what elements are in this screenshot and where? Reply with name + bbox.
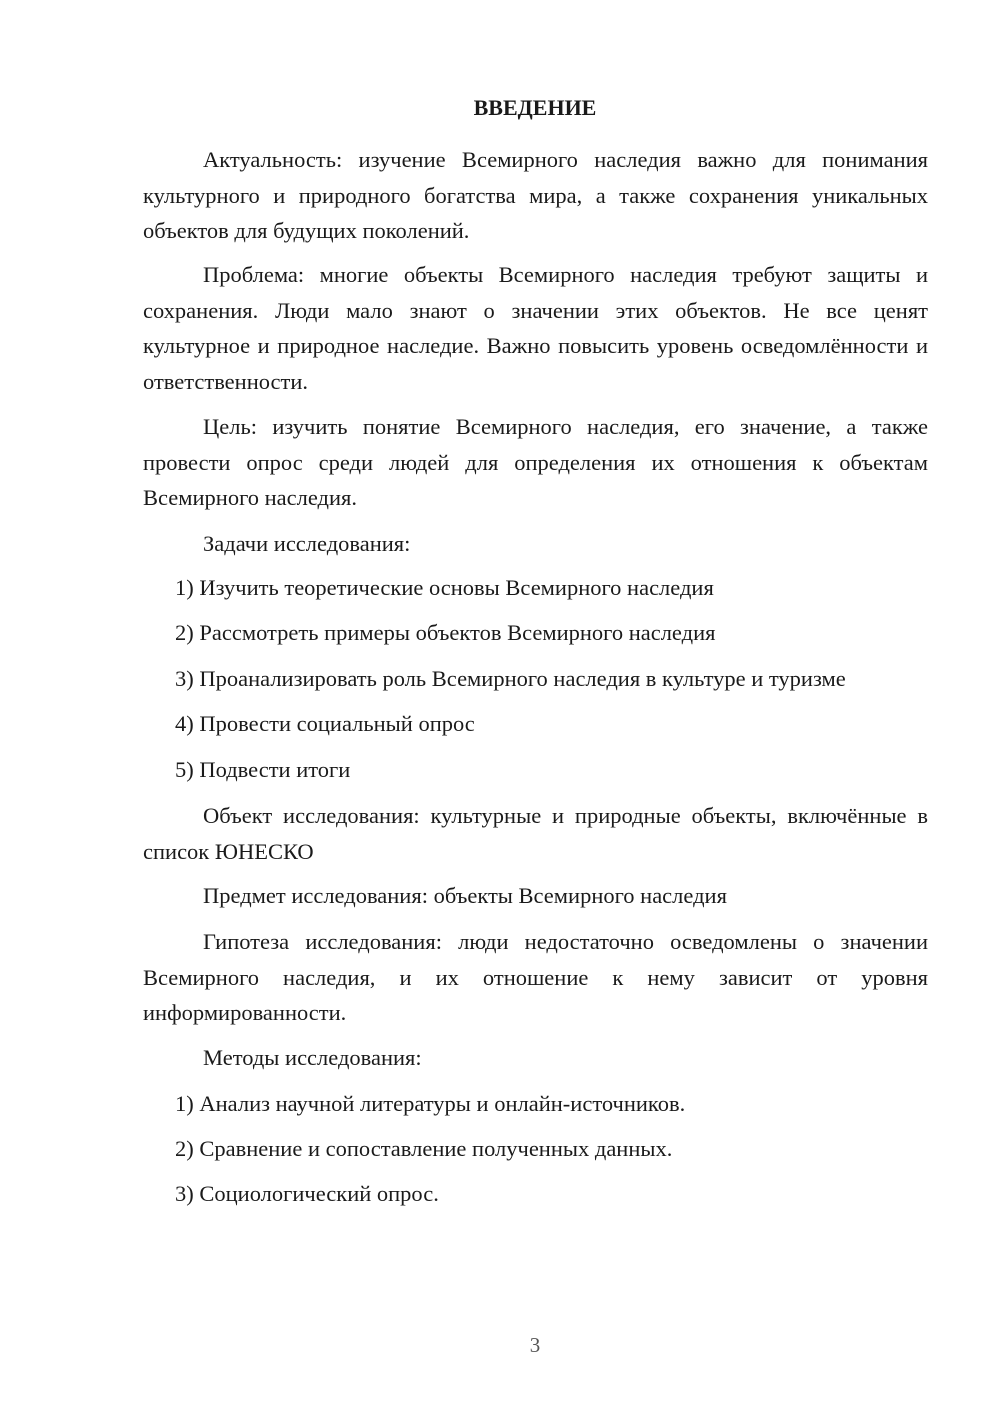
page-title: ВВЕДЕНИЕ (473, 95, 597, 120)
tasks-heading: Задачи исследования: (203, 531, 411, 556)
methods-heading: Методы исследования: (203, 1045, 422, 1070)
object-paragraph: Объект исследования: культурные и природные объекты, включённые в список ЮНЕСКО (143, 803, 928, 864)
task-item-4: 4) Провести социальный опрос (175, 711, 475, 736)
problem-paragraph: Проблема: многие объекты Всемирного наследия требуют защиты и сохранения. Люди мало знают о значении этих объектов. Не все ценят культурное и природное наследие. Важно повысить уровень осведомлённости и ответственности. (143, 262, 928, 394)
subject-paragraph: Предмет исследования: объекты Всемирного наследия (203, 883, 727, 908)
method-item-2: 2) Сравнение и сопоставление полученных данных. (175, 1136, 673, 1161)
page-number: 3 (529, 1333, 541, 1357)
task-item-3: 3) Проанализировать роль Всемирного наследия в культуре и туризме (175, 666, 846, 691)
relevance-paragraph: Актуальность: изучение Всемирного наследия важно для понимания культурного и природного богатства мира, а также сохранения уникальных объектов для будущих поколений. (143, 147, 928, 243)
hypothesis-paragraph: Гипотеза исследования: люди недостаточно осведомлены о значении Всемирного наследия, и их отношение к нему зависит от уровня информированности. (143, 929, 928, 1025)
task-item-1: 1) Изучить теоретические основы Всемирного наследия (175, 575, 714, 600)
goal-paragraph: Цель: изучить понятие Всемирного наследия, его значение, а также провести опрос среди людей для определения их отношения к объектам Всемирного наследия. (143, 414, 928, 510)
task-item-2: 2) Рассмотреть примеры объектов Всемирного наследия (175, 620, 716, 645)
method-item-3: 3) Социологический опрос. (175, 1181, 439, 1206)
method-item-1: 1) Анализ научной литературы и онлайн-источников. (175, 1091, 686, 1116)
task-item-5: 5) Подвести итоги (175, 757, 351, 782)
